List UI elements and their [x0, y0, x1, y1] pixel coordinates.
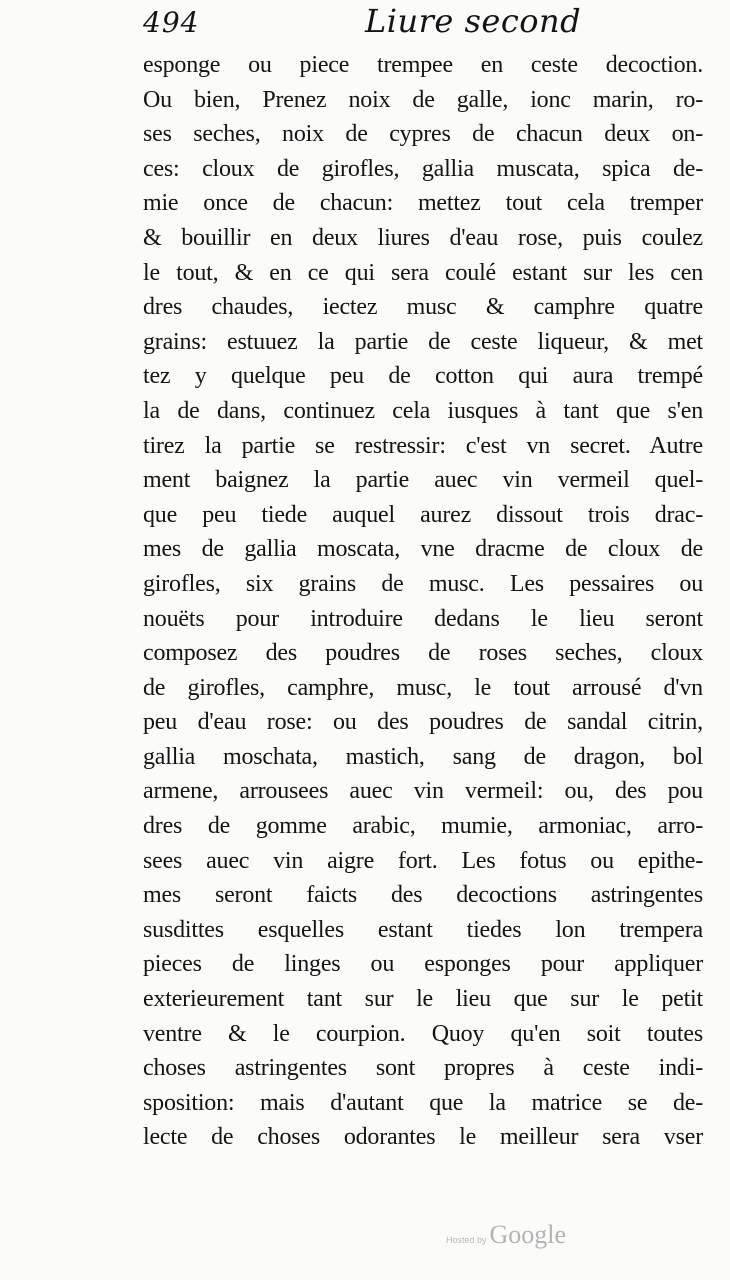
- text-line: ses seches, noix de cypres de chacun deux on-: [143, 121, 703, 148]
- text-line: ventre & le courpion. Quoy qu'en soit toutes: [143, 1020, 703, 1047]
- text-line: la de dans, continuez cela iusques à tant que s'en: [143, 397, 703, 424]
- hosted-by-watermark: [446, 1220, 566, 1250]
- text-line: Ou bien, Prenez noix de galle, ionc marin, ro-: [143, 86, 703, 113]
- text-line: sposition: mais d'autant que la matrice se de-: [143, 1089, 703, 1116]
- text-line: choses astringentes sont propres à ceste indi-: [143, 1055, 703, 1082]
- text-line: grains: estuuez la partie de ceste liqueur, & met: [143, 328, 703, 355]
- text-line: ment baignez la partie auec vin vermeil quel-: [143, 467, 703, 494]
- page-header: [143, 2, 703, 42]
- page-number: 494: [143, 6, 200, 39]
- google-logo: Google: [489, 1220, 567, 1249]
- text-line: mes seront faicts des decoctions astringentes: [143, 882, 703, 909]
- text-line: composez des poudres de roses seches, cloux: [143, 640, 703, 667]
- text-line: sees auec vin aigre fort. Les fotus ou epithe-: [143, 847, 703, 874]
- text-line: dres de gomme arabic, mumie, armoniac, arro-: [143, 813, 703, 840]
- text-line: dres chaudes, iectez musc & camphre quatre: [143, 294, 703, 321]
- text-line: de girofles, camphre, musc, le tout arrousé d'vn: [143, 674, 703, 701]
- text-line: mie once de chacun: mettez tout cela tremper: [143, 190, 703, 217]
- text-line: le tout, & en ce qui sera coulé estant sur les cen: [143, 259, 703, 286]
- hosted-by-label: Hosted by: [446, 1235, 487, 1245]
- text-line: gallia moschata, mastich, sang de dragon, bol: [143, 743, 703, 770]
- text-line: armene, arrousees auec vin vermeil: ou, des pou: [143, 778, 703, 805]
- text-line: que peu tiede auquel aurez dissout trois drac-: [143, 501, 703, 528]
- text-line: pieces de linges ou esponges pour appliquer: [143, 951, 703, 978]
- text-line: mes de gallia moscata, vne dracme de cloux de: [143, 536, 703, 563]
- text-line: girofles, six grains de musc. Les pessaires ou: [143, 570, 703, 597]
- running-title: Liure second: [365, 2, 582, 40]
- text-line: exterieurement tant sur le lieu que sur le petit: [143, 986, 703, 1013]
- text-line: esponge ou piece trempee en ceste decoction.: [143, 52, 703, 78]
- body-text: [143, 48, 703, 1155]
- text-line: peu d'eau rose: ou des poudres de sandal citrin,: [143, 709, 703, 736]
- text-line: susdittes esquelles estant tiedes lon trempera: [143, 916, 703, 943]
- text-line: tirez la partie se restressir: c'est vn secret. Autre: [143, 432, 703, 459]
- text-line: tez y quelque peu de cotton qui aura trempé: [143, 363, 703, 390]
- text-line: & bouillir en deux liures d'eau rose, puis coulez: [143, 224, 703, 251]
- text-line: lecte de choses odorantes le meilleur sera vser: [143, 1124, 703, 1151]
- text-line: ces: cloux de girofles, gallia muscata, spica de-: [143, 155, 703, 182]
- text-line: nouëts pour introduire dedans le lieu seront: [143, 605, 703, 632]
